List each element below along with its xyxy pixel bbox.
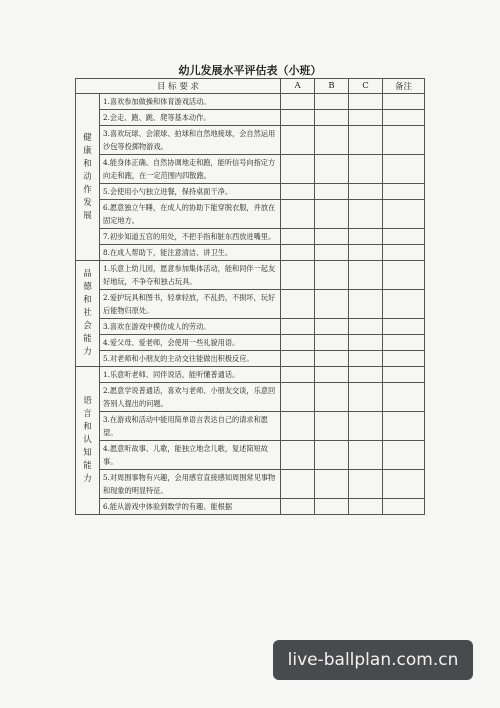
goal-item: 2.会走、跑、跳、爬等基本动作。 (100, 110, 281, 126)
rating-a-cell[interactable] (281, 470, 315, 499)
category-cell (76, 261, 100, 367)
goal-item: 5.会使用小勺独立进餐，保持桌面干净。 (100, 184, 281, 200)
table-body (76, 94, 425, 515)
rating-b-cell[interactable] (315, 441, 349, 470)
rating-c-cell[interactable] (349, 126, 383, 155)
rating-c-cell[interactable] (349, 110, 383, 126)
rating-b-cell[interactable] (315, 499, 349, 515)
rating-a-cell[interactable] (281, 367, 315, 383)
rating-b-cell[interactable] (315, 200, 349, 229)
table-row (76, 184, 425, 200)
note-cell[interactable] (383, 110, 425, 126)
goal-item: 1.乐意上幼儿园，愿意参加集体活动，能和同伴一起友好地玩，不争夺和独占玩具。 (100, 261, 281, 290)
category-label: 健康和动作发展 (83, 132, 92, 221)
rating-b-cell[interactable] (315, 245, 349, 261)
note-cell[interactable] (383, 499, 425, 515)
rating-a-cell[interactable] (281, 319, 315, 335)
note-cell[interactable] (383, 319, 425, 335)
rating-c-cell[interactable] (349, 351, 383, 367)
note-cell[interactable] (383, 351, 425, 367)
table-row (76, 110, 425, 126)
rating-c-cell[interactable] (349, 383, 383, 412)
rating-c-cell[interactable] (349, 261, 383, 290)
rating-b-cell[interactable] (315, 290, 349, 319)
rating-b-cell[interactable] (315, 94, 349, 110)
note-cell[interactable] (383, 94, 425, 110)
note-cell[interactable] (383, 126, 425, 155)
rating-b-cell[interactable] (315, 412, 349, 441)
header-goal: 目 标 要 求 (76, 79, 281, 94)
note-cell[interactable] (383, 200, 425, 229)
goal-item: 7.初步知道五官的用处，不把手指和脏东西放进嘴里。 (100, 229, 281, 245)
goal-item: 3.在游戏和活动中能用简单语言表达自己的请求和愿望。 (100, 412, 281, 441)
rating-a-cell[interactable] (281, 184, 315, 200)
table-row (76, 367, 425, 383)
goal-item: 8.在成人帮助下，能注意清洁、讲卫生。 (100, 245, 281, 261)
note-cell[interactable] (383, 261, 425, 290)
page-title: 幼儿发展水平评估表（小班） (178, 64, 322, 77)
goal-item: 3.喜欢在游戏中模仿成人的劳动。 (100, 319, 281, 335)
note-cell[interactable] (383, 184, 425, 200)
rating-c-cell[interactable] (349, 499, 383, 515)
table-row (76, 245, 425, 261)
rating-a-cell[interactable] (281, 245, 315, 261)
rating-c-cell[interactable] (349, 367, 383, 383)
rating-a-cell[interactable] (281, 229, 315, 245)
goal-item: 5.对周围事物有兴趣，会用感官直接感知周围常见事物和现象的明显特征。 (100, 470, 281, 499)
note-cell[interactable] (383, 335, 425, 351)
table-header-row (76, 79, 425, 94)
rating-b-cell[interactable] (315, 351, 349, 367)
goal-item: 6.愿意独立午睡，在成人的协助下能穿脱衣服，并放在固定地方。 (100, 200, 281, 229)
table-row (76, 441, 425, 470)
note-cell[interactable] (383, 155, 425, 184)
header-b: B (315, 79, 349, 94)
table-row (76, 126, 425, 155)
header-note: 备注 (383, 79, 425, 94)
rating-c-cell[interactable] (349, 335, 383, 351)
goal-item: 1.乐意听老师、同伴说话，能听懂普通话。 (100, 367, 281, 383)
rating-a-cell[interactable] (281, 155, 315, 184)
note-cell[interactable] (383, 383, 425, 412)
rating-b-cell[interactable] (315, 470, 349, 499)
evaluation-table (75, 78, 425, 515)
table-row (76, 200, 425, 229)
rating-b-cell[interactable] (315, 261, 349, 290)
goal-item: 2.愿意学说普通话，喜欢与老师、小朋友交谈，乐意回答别人提出的问题。 (100, 383, 281, 412)
table-row (76, 94, 425, 110)
rating-c-cell[interactable] (349, 184, 383, 200)
goal-item: 4.爱父母、爱老师，会使用一些礼貌用语。 (100, 335, 281, 351)
note-cell[interactable] (383, 367, 425, 383)
rating-b-cell[interactable] (315, 335, 349, 351)
rating-a-cell[interactable] (281, 94, 315, 110)
category-cell (76, 367, 100, 515)
rating-b-cell[interactable] (315, 229, 349, 245)
rating-c-cell[interactable] (349, 94, 383, 110)
watermark: live-ballplan.com.cn (273, 640, 473, 680)
category-label: 品德和社会能力 (83, 269, 92, 357)
goal-item: 6.能从游戏中体验到数学的有趣、能根据 (100, 499, 281, 515)
table-row (76, 335, 425, 351)
table-row (76, 412, 425, 441)
table-row (76, 499, 425, 515)
rating-a-cell[interactable] (281, 335, 315, 351)
note-cell[interactable] (383, 290, 425, 319)
rating-c-cell[interactable] (349, 155, 383, 184)
rating-c-cell[interactable] (349, 290, 383, 319)
table-row (76, 261, 425, 290)
note-cell[interactable] (383, 412, 425, 441)
rating-b-cell[interactable] (315, 126, 349, 155)
rating-b-cell[interactable] (315, 367, 349, 383)
table-row (76, 229, 425, 245)
rating-a-cell[interactable] (281, 383, 315, 412)
goal-item: 5.对老师和小朋友的主动交往能做出积极反应。 (100, 351, 281, 367)
rating-b-cell[interactable] (315, 383, 349, 412)
note-cell[interactable] (383, 245, 425, 261)
rating-a-cell[interactable] (281, 261, 315, 290)
rating-b-cell[interactable] (315, 155, 349, 184)
rating-c-cell[interactable] (349, 245, 383, 261)
table-row (76, 290, 425, 319)
goal-item: 1.喜欢参加做操和体育游戏活动。 (100, 94, 281, 110)
rating-b-cell[interactable] (315, 184, 349, 200)
note-cell[interactable] (383, 229, 425, 245)
rating-c-cell[interactable] (349, 412, 383, 441)
header-a: A (281, 79, 315, 94)
rating-a-cell[interactable] (281, 441, 315, 470)
rating-c-cell[interactable] (349, 200, 383, 229)
goal-item: 4.愿意听故事、儿歌，能独立地念儿歌，复述简短故事。 (100, 441, 281, 470)
goal-item: 2.爱护玩具和图书，轻拿轻放，不乱扔，不损坏，玩好后能物归原处。 (100, 290, 281, 319)
rating-a-cell[interactable] (281, 110, 315, 126)
header-c: C (349, 79, 383, 94)
table-row (76, 351, 425, 367)
category-cell (76, 94, 100, 261)
goal-item: 4.能身体正确、自然协调地走和跑，能听信号向指定方向走和跑，在一定范围内四散跑。 (100, 155, 281, 184)
table-row (76, 383, 425, 412)
rating-a-cell[interactable] (281, 200, 315, 229)
category-label: 语言和认知能力 (83, 396, 92, 484)
rating-c-cell[interactable] (349, 441, 383, 470)
rating-b-cell[interactable] (315, 110, 349, 126)
rating-b-cell[interactable] (315, 319, 349, 335)
note-cell[interactable] (383, 470, 425, 499)
rating-c-cell[interactable] (349, 470, 383, 499)
rating-a-cell[interactable] (281, 351, 315, 367)
rating-a-cell[interactable] (281, 290, 315, 319)
table-row (76, 155, 425, 184)
rating-c-cell[interactable] (349, 229, 383, 245)
table-row (76, 470, 425, 499)
rating-a-cell[interactable] (281, 412, 315, 441)
goal-item: 3.喜欢玩球、会滚球、拍球和自然地接球，会自然运用沙包等投掷物游戏。 (100, 126, 281, 155)
note-cell[interactable] (383, 441, 425, 470)
rating-a-cell[interactable] (281, 126, 315, 155)
rating-c-cell[interactable] (349, 319, 383, 335)
table-row (76, 319, 425, 335)
rating-a-cell[interactable] (281, 499, 315, 515)
